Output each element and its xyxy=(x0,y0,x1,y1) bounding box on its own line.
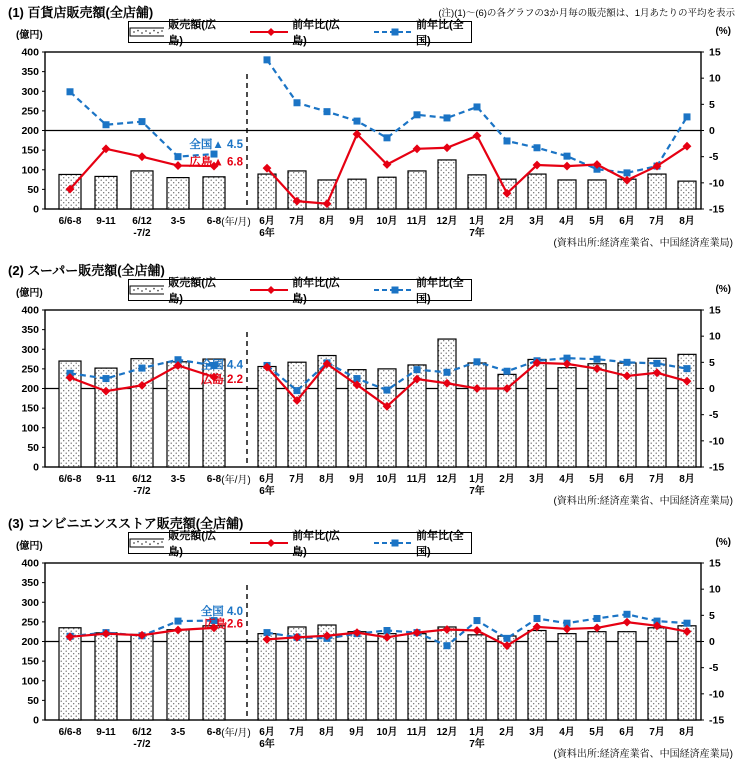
svg-text:3月: 3月 xyxy=(529,727,545,738)
svg-text:15: 15 xyxy=(709,304,721,317)
svg-text:3-5: 3-5 xyxy=(170,216,186,227)
svg-text:300: 300 xyxy=(21,343,39,356)
svg-text:400: 400 xyxy=(21,304,39,317)
chart-2-plot xyxy=(0,302,741,498)
svg-text:7月: 7月 xyxy=(649,727,665,738)
legend-label-yoy-hiroshima: 前年比(広島) xyxy=(292,277,340,305)
svg-text:50: 50 xyxy=(27,441,39,454)
svg-text:(年/月): (年/月) xyxy=(221,475,251,486)
svg-text:50: 50 xyxy=(27,694,39,707)
chart-3-legend-row xyxy=(0,530,741,558)
svg-text:2月: 2月 xyxy=(499,727,515,738)
svg-text:6-8: 6-8 xyxy=(206,216,222,227)
svg-text:7年: 7年 xyxy=(469,228,485,239)
chart-2-header xyxy=(0,260,741,277)
svg-text:100: 100 xyxy=(21,164,39,177)
svg-text:-5: -5 xyxy=(709,662,719,675)
svg-text:-15: -15 xyxy=(709,461,725,474)
svg-text:3-5: 3-5 xyxy=(170,474,186,485)
svg-text:6月: 6月 xyxy=(619,474,635,485)
svg-text:-7/2: -7/2 xyxy=(133,486,151,497)
svg-text:-7/2: -7/2 xyxy=(133,228,151,239)
legend-item-sales-bar xyxy=(129,16,223,48)
svg-text:400: 400 xyxy=(21,46,39,59)
legend-item-yoy-national xyxy=(373,527,471,559)
svg-text:6/6-8: 6/6-8 xyxy=(58,216,82,227)
svg-text:5: 5 xyxy=(709,356,715,369)
svg-text:200: 200 xyxy=(21,636,39,648)
red-line-swatch-icon xyxy=(249,538,288,548)
chart-canvas xyxy=(0,44,741,240)
svg-text:300: 300 xyxy=(21,85,39,98)
svg-text:7月: 7月 xyxy=(649,474,665,485)
chart-2-legend xyxy=(128,277,472,305)
svg-text:9-11: 9-11 xyxy=(96,727,116,738)
svg-text:3月: 3月 xyxy=(529,216,545,227)
svg-text:11月: 11月 xyxy=(406,216,428,227)
svg-text:6-8: 6-8 xyxy=(206,474,222,485)
legend-item-yoy-hiroshima xyxy=(249,274,347,306)
right-axis-unit: (%) xyxy=(715,284,731,295)
svg-text:1月: 1月 xyxy=(469,727,485,738)
legend-item-yoy-hiroshima xyxy=(249,527,347,559)
blue-dashed-swatch-icon xyxy=(373,27,412,37)
svg-text:400: 400 xyxy=(21,557,39,570)
svg-text:300: 300 xyxy=(21,596,39,609)
annotation-hiroshima: 広島2.6 xyxy=(204,618,243,631)
svg-text:-15: -15 xyxy=(709,714,725,727)
svg-text:6年: 6年 xyxy=(259,486,275,497)
svg-text:7月: 7月 xyxy=(649,216,665,227)
svg-text:9月: 9月 xyxy=(349,474,365,485)
svg-text:-7/2: -7/2 xyxy=(133,739,151,750)
legend-item-sales-bar xyxy=(129,527,223,559)
svg-text:6/12: 6/12 xyxy=(132,727,152,738)
svg-text:5: 5 xyxy=(709,98,715,111)
svg-text:5: 5 xyxy=(709,609,715,622)
legend-label-sales: 販売額(広島) xyxy=(168,277,216,305)
source-note: (資料出所:経済産業省、中国経済産業局) xyxy=(553,238,733,249)
legend-item-yoy-national xyxy=(373,16,471,48)
chart-1-department-store-sales xyxy=(0,2,741,249)
svg-text:10: 10 xyxy=(709,72,721,85)
svg-text:11月: 11月 xyxy=(406,727,428,738)
left-axis-unit: (億円) xyxy=(16,541,43,552)
bar-swatch-icon xyxy=(129,27,164,37)
source-note: (資料出所:経済産業省、中国経済産業局) xyxy=(553,749,733,760)
svg-text:7月: 7月 xyxy=(289,474,305,485)
svg-text:6年: 6年 xyxy=(259,739,275,750)
svg-text:4月: 4月 xyxy=(559,727,575,738)
svg-text:0: 0 xyxy=(33,714,39,727)
svg-text:10月: 10月 xyxy=(376,216,398,227)
svg-text:1月: 1月 xyxy=(469,216,485,227)
svg-text:4月: 4月 xyxy=(559,216,575,227)
svg-text:350: 350 xyxy=(21,577,39,590)
svg-text:0: 0 xyxy=(33,461,39,474)
svg-text:5月: 5月 xyxy=(589,474,605,485)
chart-2-title: (2) スーパー販売額(全店舗) xyxy=(8,263,165,278)
svg-text:8月: 8月 xyxy=(679,727,695,738)
svg-text:12月: 12月 xyxy=(436,727,458,738)
svg-text:(年/月): (年/月) xyxy=(221,728,251,739)
svg-text:6月: 6月 xyxy=(619,216,635,227)
svg-text:100: 100 xyxy=(21,422,39,435)
bar-swatch-icon xyxy=(129,538,164,548)
svg-text:10月: 10月 xyxy=(376,727,398,738)
chart-canvas xyxy=(0,555,741,751)
right-axis-unit: (%) xyxy=(715,26,731,37)
svg-text:10月: 10月 xyxy=(376,474,398,485)
svg-text:8月: 8月 xyxy=(679,216,695,227)
svg-text:1月: 1月 xyxy=(469,474,485,485)
annotation-national: 全国 4.4 xyxy=(200,359,243,372)
svg-text:6月: 6月 xyxy=(259,727,275,738)
annotation-national: 全国▲ 4.5 xyxy=(189,139,243,152)
svg-text:11月: 11月 xyxy=(406,474,428,485)
svg-text:6/6-8: 6/6-8 xyxy=(58,727,82,738)
svg-text:8月: 8月 xyxy=(319,474,335,485)
svg-text:3-5: 3-5 xyxy=(170,727,186,738)
svg-text:6月: 6月 xyxy=(259,474,275,485)
chart-2-supermarket-sales xyxy=(0,260,741,507)
legend-label-sales: 販売額(広島) xyxy=(168,19,216,47)
svg-text:6年: 6年 xyxy=(259,228,275,239)
svg-text:3月: 3月 xyxy=(529,474,545,485)
svg-text:15: 15 xyxy=(709,557,721,570)
legend-item-yoy-hiroshima xyxy=(249,16,347,48)
svg-text:-10: -10 xyxy=(709,177,725,190)
chart-1-header xyxy=(0,2,741,19)
svg-text:7月: 7月 xyxy=(289,216,305,227)
svg-text:8月: 8月 xyxy=(679,474,695,485)
svg-text:150: 150 xyxy=(21,655,39,668)
svg-text:-10: -10 xyxy=(709,688,725,701)
legend-label-yoy-national: 前年比(全国) xyxy=(415,19,464,47)
svg-text:-15: -15 xyxy=(709,203,725,216)
svg-text:350: 350 xyxy=(21,66,39,79)
svg-text:250: 250 xyxy=(21,363,39,376)
legend-label-yoy-national: 前年比(全国) xyxy=(415,530,464,558)
left-axis-unit: (億円) xyxy=(16,288,43,299)
svg-text:7年: 7年 xyxy=(469,739,485,750)
svg-text:150: 150 xyxy=(21,402,39,415)
svg-text:5月: 5月 xyxy=(589,727,605,738)
chart-3-legend xyxy=(128,530,472,558)
legend-label-yoy-hiroshima: 前年比(広島) xyxy=(292,530,340,558)
svg-text:4月: 4月 xyxy=(559,474,575,485)
annotation-hiroshima: 広島▲ 6.8 xyxy=(189,156,243,169)
svg-text:6/6-8: 6/6-8 xyxy=(58,474,82,485)
legend-label-sales: 販売額(広島) xyxy=(168,530,216,558)
svg-text:5月: 5月 xyxy=(589,216,605,227)
chart-canvas xyxy=(0,302,741,498)
svg-text:0: 0 xyxy=(33,203,39,216)
svg-text:100: 100 xyxy=(21,675,39,688)
blue-dashed-swatch-icon xyxy=(373,285,412,295)
svg-text:8月: 8月 xyxy=(319,216,335,227)
svg-text:9-11: 9-11 xyxy=(96,474,116,485)
svg-text:9月: 9月 xyxy=(349,216,365,227)
svg-text:6/12: 6/12 xyxy=(132,216,152,227)
svg-text:0: 0 xyxy=(709,125,715,137)
svg-text:0: 0 xyxy=(709,636,715,648)
svg-text:350: 350 xyxy=(21,324,39,337)
annotation-hiroshima: 広島 2.2 xyxy=(200,374,243,387)
chart-3-header xyxy=(0,513,741,530)
legend-label-yoy-national: 前年比(全国) xyxy=(415,277,464,305)
chart-1-legend-row xyxy=(0,19,741,47)
svg-text:6月: 6月 xyxy=(619,727,635,738)
chart-1-plot xyxy=(0,44,741,240)
blue-dashed-swatch-icon xyxy=(373,538,412,548)
svg-text:150: 150 xyxy=(21,144,39,157)
svg-text:6-8: 6-8 xyxy=(206,727,222,738)
svg-text:12月: 12月 xyxy=(436,216,458,227)
svg-text:2月: 2月 xyxy=(499,474,515,485)
svg-text:10: 10 xyxy=(709,330,721,343)
source-note: (資料出所:経済産業省、中国経済産業局) xyxy=(553,496,733,507)
chart-note: (注)(1)～(6)の各グラフの3か月毎の販売額は、1月あたりの平均を表示 xyxy=(438,8,735,19)
svg-text:10: 10 xyxy=(709,583,721,596)
bar-swatch-icon xyxy=(129,285,164,295)
svg-text:9-11: 9-11 xyxy=(96,216,116,227)
svg-text:-10: -10 xyxy=(709,435,725,448)
chart-3-title: (3) コンビニエンスストア販売額(全店舗) xyxy=(8,516,244,531)
svg-text:9月: 9月 xyxy=(349,727,365,738)
red-line-swatch-icon xyxy=(249,27,288,37)
svg-text:8月: 8月 xyxy=(319,727,335,738)
chart-2-legend-row xyxy=(0,277,741,305)
legend-item-sales-bar xyxy=(129,274,223,306)
chart-3-convenience-store-sales xyxy=(0,513,741,760)
svg-text:-5: -5 xyxy=(709,151,719,164)
svg-text:250: 250 xyxy=(21,105,39,118)
svg-text:15: 15 xyxy=(709,46,721,59)
svg-text:6月: 6月 xyxy=(259,216,275,227)
chart-3-plot xyxy=(0,555,741,751)
yoy-national-line xyxy=(67,56,691,176)
left-axis-unit: (億円) xyxy=(16,30,43,41)
sales-bars xyxy=(59,625,696,720)
legend-label-yoy-hiroshima: 前年比(広島) xyxy=(292,19,340,47)
chart-1-legend xyxy=(128,19,472,47)
svg-text:(年/月): (年/月) xyxy=(221,217,251,228)
svg-text:50: 50 xyxy=(27,183,39,196)
svg-text:250: 250 xyxy=(21,616,39,629)
chart-1-title: (1) 百貨店販売額(全店舗) xyxy=(8,5,154,20)
svg-text:12月: 12月 xyxy=(436,474,458,485)
legend-item-yoy-national xyxy=(373,274,471,306)
svg-text:200: 200 xyxy=(21,125,39,137)
svg-text:7年: 7年 xyxy=(469,486,485,497)
svg-text:-5: -5 xyxy=(709,409,719,422)
svg-text:6/12: 6/12 xyxy=(132,474,152,485)
svg-text:2月: 2月 xyxy=(499,216,515,227)
annotation-national: 全国 4.0 xyxy=(200,606,243,619)
right-axis-unit: (%) xyxy=(715,537,731,548)
red-line-swatch-icon xyxy=(249,285,288,295)
svg-text:7月: 7月 xyxy=(289,727,305,738)
svg-text:0: 0 xyxy=(709,383,715,395)
svg-text:200: 200 xyxy=(21,383,39,395)
